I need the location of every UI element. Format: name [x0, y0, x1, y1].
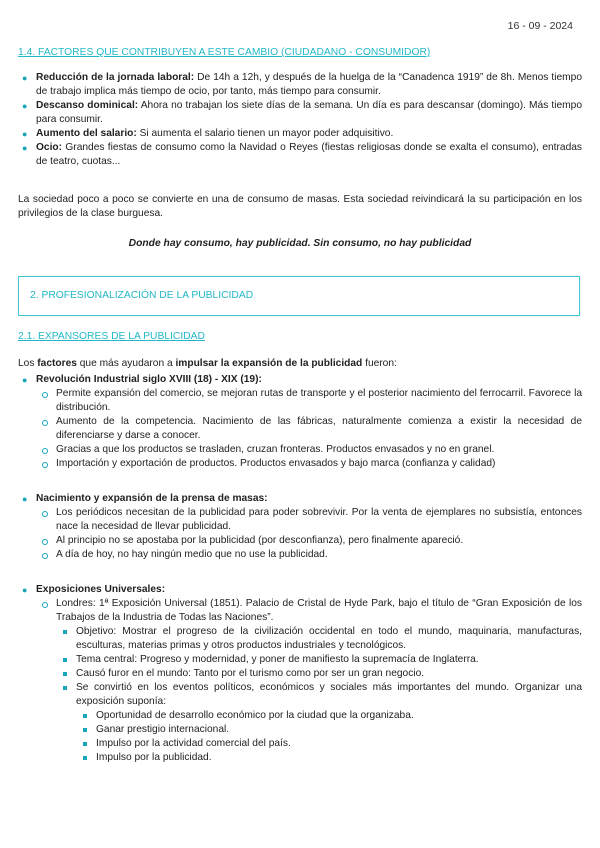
bullet-icon: ● — [22, 73, 28, 83]
bullet-icon: ● — [22, 101, 28, 111]
item-text: Ganar prestigio internacional. — [96, 724, 230, 735]
square-bullet-icon — [83, 742, 87, 746]
box-title: 2. PROFESIONALIZACIÓN DE LA PUBLICIDAD — [30, 290, 254, 301]
item-label: Ocio: — [36, 142, 63, 153]
item-text: Aumento de la competencia. Nacimiento de las fábricas, naturalmente comienza a existir la necesidad de diferenciarse y darse a conocer. — [56, 416, 582, 441]
item-text: Importación y exportación de productos. Productos envasados y bajo marca (confianza y calidad) — [56, 458, 496, 469]
circle-bullet-icon — [42, 420, 48, 426]
item-text: Gracias a que los productos se trasladen, cruzan fronteras. Productos envasados y no en granel. — [56, 444, 495, 455]
circle-bullet-icon — [42, 462, 48, 468]
item-label: Reducción de la jornada laboral: — [36, 72, 195, 83]
item-text: Si aumenta el salario tienen un mayor poder adquisitivo. — [136, 128, 394, 139]
list-item — [56, 387, 582, 415]
section-box — [18, 276, 580, 316]
society-paragraph: La sociedad poco a poco se convierte en una de consumo de masas. Esta sociedad reivindicará la su participación en los privilegios de la clase burguesa. — [18, 194, 582, 219]
item-text: Al principio no se apostaba por la publicidad (por desconfianza), pero finalmente apareció. — [56, 535, 464, 546]
list-item — [22, 127, 582, 141]
square-bullet-icon — [83, 756, 87, 760]
page-date: 16 - 09 - 2024 — [507, 20, 573, 32]
list-item — [76, 681, 582, 765]
square-bullet-icon — [63, 658, 67, 662]
factors-list — [18, 71, 582, 169]
square-bullet-icon — [83, 714, 87, 718]
intro-text: Los — [18, 358, 38, 369]
list-item — [22, 71, 582, 99]
item-label: Aumento del salario: — [36, 128, 137, 139]
list-item — [22, 492, 582, 562]
list-item — [96, 709, 582, 723]
circle-bullet-icon — [42, 602, 48, 608]
bullet-icon: ● — [22, 494, 28, 504]
circle-bullet-icon — [42, 511, 48, 517]
list-item — [56, 457, 582, 471]
item-text: Causó furor en el mundo: Tanto por el turismo como por ser un gran negocio. — [76, 668, 425, 679]
list-item — [56, 548, 582, 562]
bullet-icon: ● — [22, 375, 28, 385]
bullet-icon: ● — [22, 585, 28, 595]
list-item — [56, 415, 582, 443]
item-text: Impulso por la actividad comercial del país. — [96, 738, 291, 749]
quote: Donde hay consumo, hay publicidad. Sin consumo, no hay publicidad — [128, 238, 472, 249]
intro-text: que más ayudaron a — [76, 358, 176, 369]
item-label: Revolución Industrial siglo XVIII (18) - XIX (19): — [36, 374, 262, 385]
list-item — [76, 667, 582, 681]
list-item — [22, 583, 582, 765]
item-text: Impulso por la publicidad. — [96, 752, 212, 763]
item-text: Londres: 1ª Exposición Universal (1851). Palacio de Cristal de Hyde Park, bajo el título de “Gran Exposición de los Trabajos de la Industria de Todas las Naciones”. — [56, 598, 582, 623]
list-item — [22, 373, 582, 471]
section-heading-2-1[interactable]: 2.1. EXPANSORES DE LA PUBLICIDAD — [18, 331, 205, 342]
circle-bullet-icon — [42, 448, 48, 454]
square-bullet-icon — [83, 728, 87, 732]
item-text: De 14h a 12h, y después de la huelga de la “Canadenca 1919” de 8h. Menos tiempo de trabajo implica más tiempo de ocio, por tanto, más tiempo para consumir. — [36, 72, 582, 97]
intro-bold: factores — [37, 358, 77, 369]
square-bullet-icon — [63, 672, 67, 676]
list-item — [96, 723, 582, 737]
item-text: Tema central: Progreso y modernidad, y poner de manifiesto la supremacía de Inglaterra. — [76, 654, 479, 665]
item-label: Nacimiento y expansión de la prensa de masas: — [36, 493, 268, 504]
item-label: Descanso dominical: — [36, 100, 139, 111]
item-text: Ahora no trabajan los siete días de la semana. Un día es para descansar (domingo). Más tiempo para consumir. — [36, 100, 583, 125]
bullet-icon: ● — [22, 129, 28, 139]
list-item — [22, 99, 583, 127]
item-text: Oportunidad de desarrollo económico por la ciudad que la organizaba. — [96, 710, 414, 721]
bullet-icon: ● — [22, 143, 28, 153]
square-bullet-icon — [63, 686, 67, 690]
list-item — [76, 653, 582, 667]
intro-text: fueron: — [362, 358, 397, 369]
item-text: Objetivo: Mostrar el progreso de la civilización occidental en todo el mundo, maquinaria, manufacturas, esculturas, materias primas y otros productos industriales y tecnológicos. — [76, 626, 582, 651]
list-item — [56, 534, 582, 548]
list-item — [76, 625, 582, 653]
item-text: Grandes fiestas de consumo como la Navidad o Reyes (fiestas religiosas donde se exalta el consumo), entradas de teatro, cuotas... — [36, 142, 582, 167]
circle-bullet-icon — [42, 392, 48, 398]
item-text: A día de hoy, no hay ningún medio que no use la publicidad. — [56, 549, 328, 560]
list-item — [22, 141, 582, 169]
intro-line — [18, 357, 582, 371]
prensa-block — [18, 492, 582, 562]
exposiciones-block — [18, 583, 582, 765]
list-item — [96, 737, 582, 751]
item-text: Se convirtió en los eventos políticos, económicos y sociales más importantes del mundo. Organizar una exposición suponía: — [76, 682, 582, 707]
intro-bold: impulsar la expansión de la publicidad — [175, 358, 363, 369]
item-label: Exposiciones Universales: — [36, 584, 166, 595]
list-item — [56, 506, 582, 534]
section-heading-1-4[interactable]: 1.4. FACTORES QUE CONTRIBUYEN A ESTE CAMBIO (CIUDADANO - CONSUMIDOR) — [18, 47, 431, 58]
item-text: Permite expansión del comercio, se mejoran rutas de transporte y el posterior nacimiento del ferrocarril. Favorece la distribución. — [56, 388, 582, 413]
circle-bullet-icon — [42, 553, 48, 559]
revolucion-block — [18, 373, 582, 471]
circle-bullet-icon — [42, 539, 48, 545]
list-item — [96, 751, 582, 765]
list-item — [56, 443, 582, 457]
list-item — [56, 597, 582, 765]
square-bullet-icon — [63, 630, 67, 634]
item-text: Los periódicos necesitan de la publicidad para poder sobrevivir. Por la venta de ejemplares no subsistía, entonces nace la necesidad de llevar publicidad. — [56, 507, 582, 532]
